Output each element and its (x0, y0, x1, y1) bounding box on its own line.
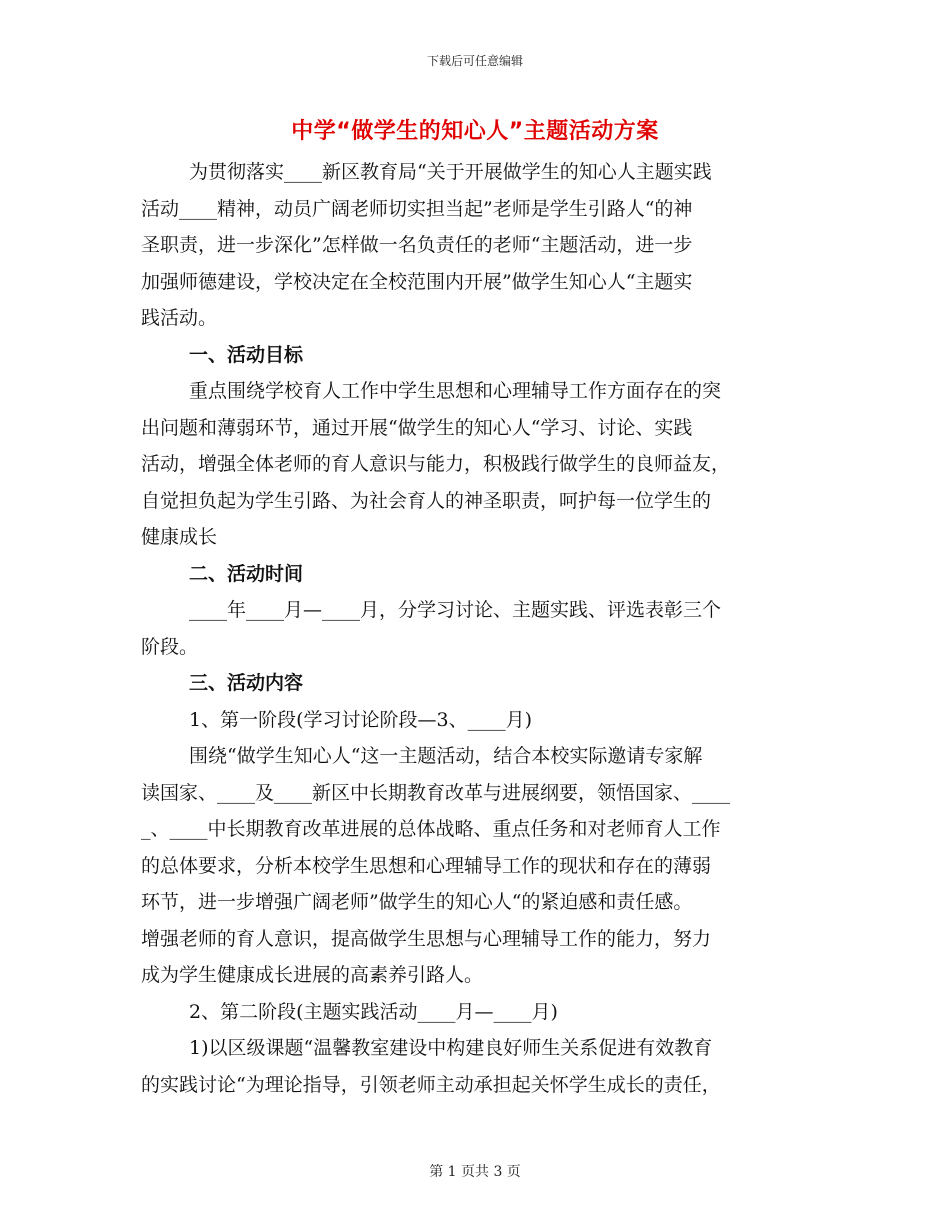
body-line: 环节，进一步增强广阔老师”做学生的知心人“的紧迫感和责任感。 (141, 891, 693, 913)
document-body (141, 154, 801, 1103)
body-line: 读国家、____及____新区中长期教育改革与进展纲要，领悟国家、____ (141, 781, 731, 804)
body-line: 加强师德建设，学校决定在全校范围内开展”做学生知心人“主题实 (141, 270, 693, 293)
document-title: 中学“做学生的知心人”主题活动方案 (291, 119, 659, 144)
header-note: 下载后可任意编辑 (426, 54, 523, 68)
section-heading: 一、活动目标 (189, 343, 304, 366)
body-line: 活动，增强全体老师的育人意识与能力，积极践行做学生的良师益友， (141, 453, 731, 475)
body-line: 的总体要求，分析本校学生思想和心理辅导工作的现状和存在的薄弱 (141, 854, 712, 877)
body-line: 2、第二阶段(主题实践活动____月—____月) (189, 1000, 558, 1023)
body-line: 1、第一阶段(学习讨论阶段—3、____月) (189, 708, 533, 731)
body-line: 围绕“做学生知心人“这一主题活动，结合本校实际邀请专家解 (189, 745, 703, 767)
body-line: 圣职责，进一步深化”怎样做一名负责任的老师“主题活动，进一步 (141, 234, 693, 256)
page-footer: 第 1 页共 3 页 (429, 1164, 521, 1180)
body-line: 阶段。 (141, 635, 199, 658)
body-line: 重点围绕学校育人工作中学生思想和心理辅导工作方面存在的突 (189, 380, 722, 402)
body-line: 自觉担负起为学生引路、为社会育人的神圣职责，呵护每一位学生的 (141, 489, 712, 512)
body-line: 为贯彻落实____新区教育局“关于开展做学生的知心人主题实践 (189, 161, 712, 183)
body-line: _、____中长期教育改革进展的总体战略、重点任务和对老师育人工作 (141, 818, 721, 840)
body-line: 的实践讨论“为理论指导，引领老师主动承担起关怀学生成长的责任， (141, 1073, 721, 1096)
body-line: ____年____月—____月，分学习讨论、主题实践、评选表彰三个 (189, 599, 722, 621)
body-line: 成为学生健康成长进展的高素养引路人。 (141, 964, 484, 986)
body-line: 增强老师的育人意识，提高做学生思想与心理辅导工作的能力，努力 (141, 927, 712, 950)
body-line: 活动____精神，动员广阔老师切实担当起”老师是学生引路人“的神 (141, 197, 693, 220)
body-line: 健康成长 (141, 526, 218, 548)
body-line: 践活动。 (141, 307, 218, 329)
section-heading: 三、活动内容 (189, 672, 304, 694)
body-line: 出问题和薄弱环节，通过开展“做学生的知心人“学习、讨论、实践 (141, 416, 693, 439)
section-heading: 二、活动时间 (189, 562, 304, 585)
body-line: 1)以区级课题“温馨教室建设中构建良好师生关系促进有效教育 (189, 1037, 713, 1059)
